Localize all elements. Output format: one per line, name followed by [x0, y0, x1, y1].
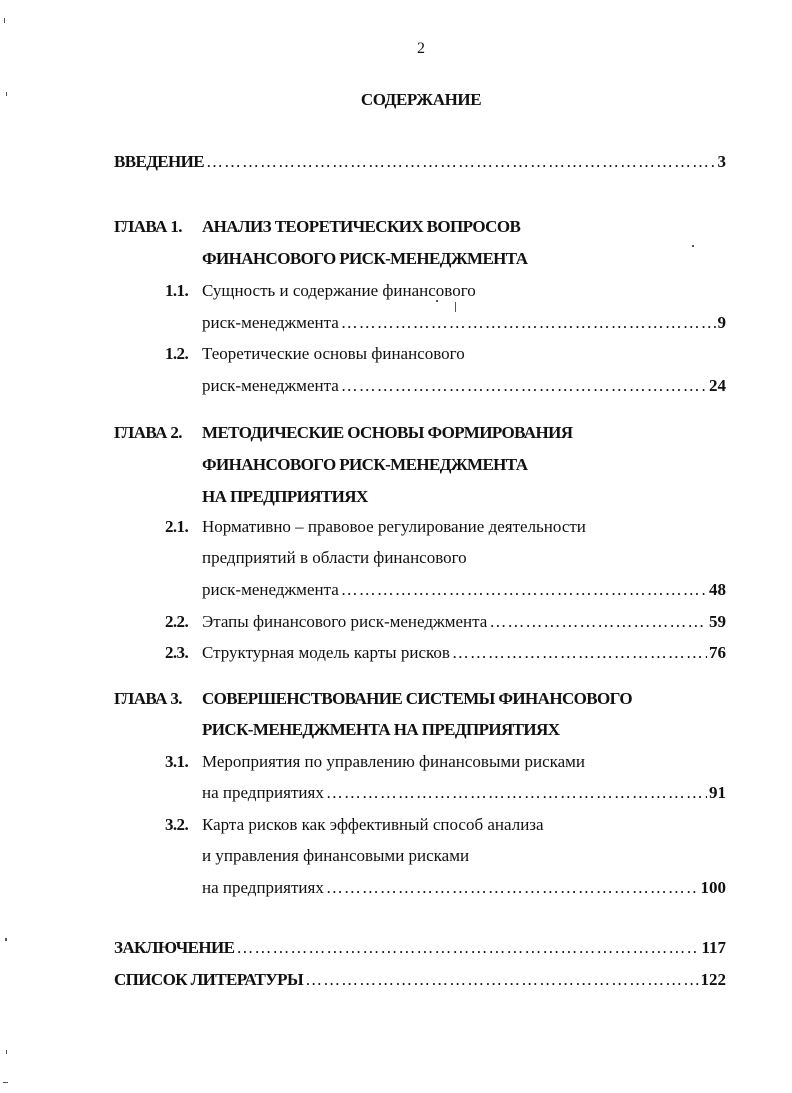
- section-number: 3.1.: [165, 752, 189, 771]
- section-3-2-line-1[interactable]: [165, 815, 544, 835]
- scan-speck: [6, 92, 7, 96]
- section-2-1-line-2: предприятий в области финансового: [202, 548, 467, 567]
- toc-conclusion-page: 117: [701, 938, 726, 957]
- scan-speck: [6, 1050, 7, 1054]
- page-number: 2: [417, 40, 425, 57]
- section-number: 1.2.: [165, 344, 189, 363]
- section-page: 76: [709, 643, 726, 662]
- section-number: 1.1.: [165, 281, 189, 300]
- toc-bibliography-label: СПИСОК ЛИТЕРАТУРЫ: [114, 970, 304, 989]
- section-number: 2.2.: [165, 612, 189, 631]
- section-number: 2.1.: [165, 517, 189, 536]
- section-1-2-line-1[interactable]: [165, 344, 465, 364]
- section-3-2-last-line[interactable]: [202, 878, 726, 898]
- section-title-text: риск-менеджмента: [202, 313, 339, 332]
- section-1-1-line-1[interactable]: [165, 281, 476, 301]
- section-page: 24: [709, 376, 726, 395]
- toc-intro-label: ВВЕДЕНИЕ: [114, 152, 205, 171]
- section-title-text: риск-менеджмента: [202, 580, 339, 599]
- section-title-text: Мероприятия по управлению финансовыми рисками: [202, 752, 586, 771]
- scan-speck: [5, 938, 7, 941]
- toc-bibliography-page: 122: [700, 970, 726, 989]
- section-title-text: Сущность и содержание финансового: [202, 281, 476, 300]
- toc-leader-dots: [326, 878, 699, 898]
- section-page: 91: [709, 783, 726, 802]
- section-1-1-last-line[interactable]: [202, 313, 726, 333]
- chapter-1-label: ГЛАВА 1.: [114, 217, 182, 236]
- toc-leader-dots: [305, 970, 698, 990]
- section-3-2-line-2: и управления финансовыми рисками: [202, 846, 470, 865]
- section-title-text: Этапы финансового риск-менеджмента: [202, 612, 488, 631]
- section-2-1-line-1[interactable]: [165, 517, 586, 537]
- toc-entry-intro[interactable]: [114, 152, 726, 172]
- section-2-1-last-line[interactable]: [202, 580, 726, 600]
- section-title-text: на предприятиях: [202, 878, 324, 897]
- section-title-text: риск-менеджмента: [202, 376, 339, 395]
- chapter-1-title-line-2: ФИНАНСОВОГО РИСК-МЕНЕДЖМЕНТА: [202, 249, 528, 268]
- toc-entry-conclusion[interactable]: [114, 938, 726, 958]
- section-title-text: на предприятиях: [202, 783, 324, 802]
- section-page: 59: [709, 612, 726, 631]
- toc-leader-dots: [452, 643, 707, 663]
- section-1-2-last-line[interactable]: [202, 376, 726, 396]
- scan-speck: [455, 302, 456, 312]
- toc-conclusion-label: ЗАКЛЮЧЕНИЕ: [114, 938, 235, 957]
- toc-title: СОДЕРЖАНИЕ: [360, 90, 482, 109]
- chapter-3-title-line-2: РИСК-МЕНЕДЖМЕНТА НА ПРЕДПРИЯТИЯХ: [202, 720, 560, 739]
- chapter-2-title-line-2: ФИНАНСОВОГО РИСК-МЕНЕДЖМЕНТА: [202, 455, 528, 474]
- toc-leader-dots: [341, 376, 707, 396]
- section-3-1-last-line[interactable]: [202, 783, 726, 803]
- section-title-text: Карта рисков как эффективный способ анализа: [202, 815, 544, 834]
- chapter-2-title-line-3: НА ПРЕДПРИЯТИЯХ: [202, 487, 368, 506]
- chapter-1-heading[interactable]: [114, 217, 714, 237]
- section-page: 9: [717, 313, 726, 332]
- chapter-3-label: ГЛАВА 3.: [114, 689, 182, 708]
- toc-leader-dots: [326, 783, 707, 803]
- chapter-2-title-line-1: МЕТОДИЧЕСКИЕ ОСНОВЫ ФОРМИРОВАНИЯ: [202, 423, 573, 442]
- scan-speck: [4, 18, 5, 23]
- toc-intro-page: 3: [717, 152, 726, 171]
- section-number: 2.3.: [165, 643, 189, 662]
- section-title-text: Структурная модель карты рисков: [202, 643, 450, 662]
- section-2-3-line[interactable]: [165, 643, 726, 663]
- scan-speck: [3, 1082, 8, 1083]
- toc-leader-dots: [341, 313, 716, 333]
- chapter-1-title-line-1: АНАЛИЗ ТЕОРЕТИЧЕСКИХ ВОПРОСОВ: [202, 217, 521, 236]
- section-page: 100: [700, 878, 726, 897]
- toc-leader-dots: [236, 938, 699, 958]
- section-page: 48: [709, 580, 726, 599]
- toc-leader-dots: [341, 580, 707, 600]
- chapter-3-title-line-1: СОВЕРШЕНСТВОВАНИЕ СИСТЕМЫ ФИНАНСОВОГО: [202, 689, 633, 708]
- toc-entry-bibliography[interactable]: [114, 970, 726, 990]
- section-2-2-line[interactable]: [165, 612, 726, 632]
- chapter-2-label: ГЛАВА 2.: [114, 423, 182, 442]
- toc-leader-dots: [489, 612, 707, 632]
- chapter-3-heading[interactable]: [114, 689, 714, 709]
- toc-leader-dots: [206, 152, 715, 172]
- scan-speck: [692, 245, 694, 247]
- chapter-2-heading[interactable]: [114, 423, 714, 443]
- section-title-text: Нормативно – правовое регулирование деятельности: [202, 517, 586, 536]
- section-title-text: Теоретические основы финансового: [202, 344, 465, 363]
- section-3-1-line-1[interactable]: [165, 752, 585, 772]
- section-number: 3.2.: [165, 815, 189, 834]
- scan-speck: [436, 300, 438, 302]
